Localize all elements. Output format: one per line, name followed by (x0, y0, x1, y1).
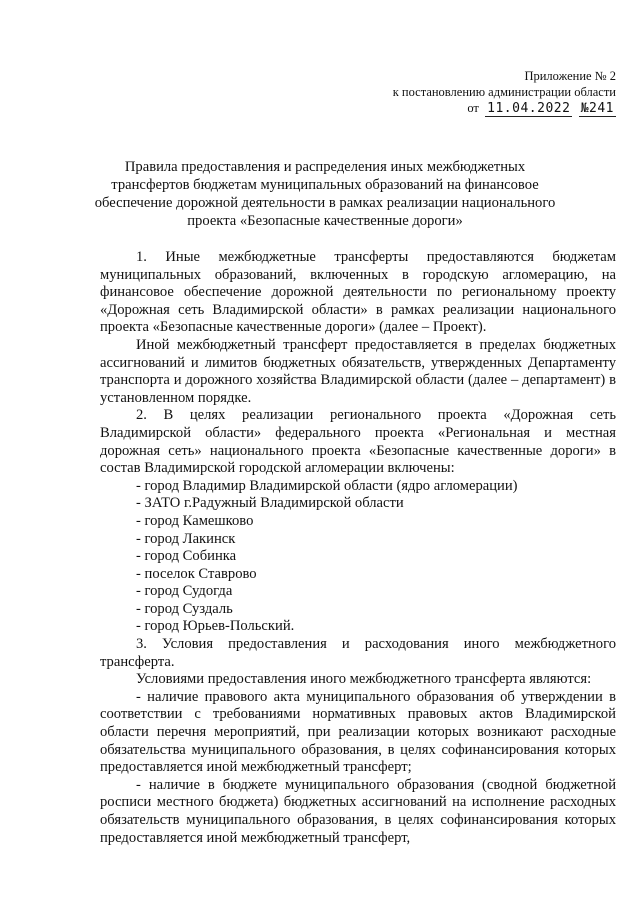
list-item: - город Судогда (136, 583, 233, 600)
appendix-header (393, 68, 616, 117)
list-item: - город Лакинск (136, 530, 236, 547)
paragraph-3: 2. В целях реализации регионального проекта «Дорожная сеть Владимирской области» федерального проекта «Региональная и местная дорожная сеть» национального проекта «Безопасные качественные дороги» в состав Владимирской городской агломерации включены: (100, 407, 616, 477)
date-line (393, 100, 616, 117)
paragraph-5: Условиями предоставления иного межбюджетного трансферта являются: (136, 671, 592, 688)
list-item: - город Владимир Владимирской области (ядро агломерации) (136, 477, 518, 494)
list-item: - город Собинка (136, 548, 237, 565)
list-item: - поселок Ставрово (136, 565, 257, 582)
date-prefix: от (467, 101, 479, 115)
paragraph-1: 1. Иные межбюджетные трансферты предоставляются бюджетам муниципальных образований, включенных в городскую агломерацию, на финансовое обеспечение дорожной деятельности по региональному проекту «Дорожная сеть Владимирской области» в рамках реализации национального проекта «Безопасные качественные дороги» (далее – Проект). (100, 249, 616, 336)
list-item: - ЗАТО г.Радужный Владимирской области (136, 495, 404, 512)
list-item: - город Юрьев-Польский. (136, 618, 295, 635)
handwritten-date: 11.04.2022 (487, 101, 571, 116)
appendix-number: Приложение № 2 (524, 69, 616, 83)
document-body (100, 249, 616, 847)
paragraph-2: Иной межбюджетный трансферт предоставляется в пределах бюджетных ассигнований и лимитов бюджетных обязательств, утвержденных Департаменту транспорта и дорожного хозяйства Владимирской области (далее – департамент) в установленном порядке. (100, 336, 616, 406)
resolution-reference: к постановлению администрации области (392, 85, 616, 99)
handwritten-number: №241 (580, 101, 614, 116)
paragraph-4: 3. Условия предоставления и расходования иного межбюджетного трансферта. (100, 636, 616, 670)
list-item: - город Суздаль (136, 600, 233, 617)
document-title: Правила предоставления и распределения иных межбюджетных трансфертов бюджетам муниципальных образований на финансовое обеспечение дорожной деятельности в рамках реализации национального проекта «Безопасные качественные дороги» (94, 159, 556, 229)
paragraph-6: - наличие правового акта муниципального образования об утверждении в соответствии с требованиями нормативных правовых актов Владимирской области перечня мероприятий, при реализации которых возникают расходные обязательства муниципального образования, в целях софинансирования которых предоставляется иной межбюджетный трансферт; (100, 688, 616, 776)
paragraph-7: - наличие в бюджете муниципального образования (сводной бюджетной росписи местного бюджета) бюджетных ассигнований на исполнение расходных обязательств муниципального образования, в целях софинансирования которых предоставляется иной межбюджетный трансферт, (100, 776, 616, 846)
list-item: - город Камешково (136, 512, 254, 529)
